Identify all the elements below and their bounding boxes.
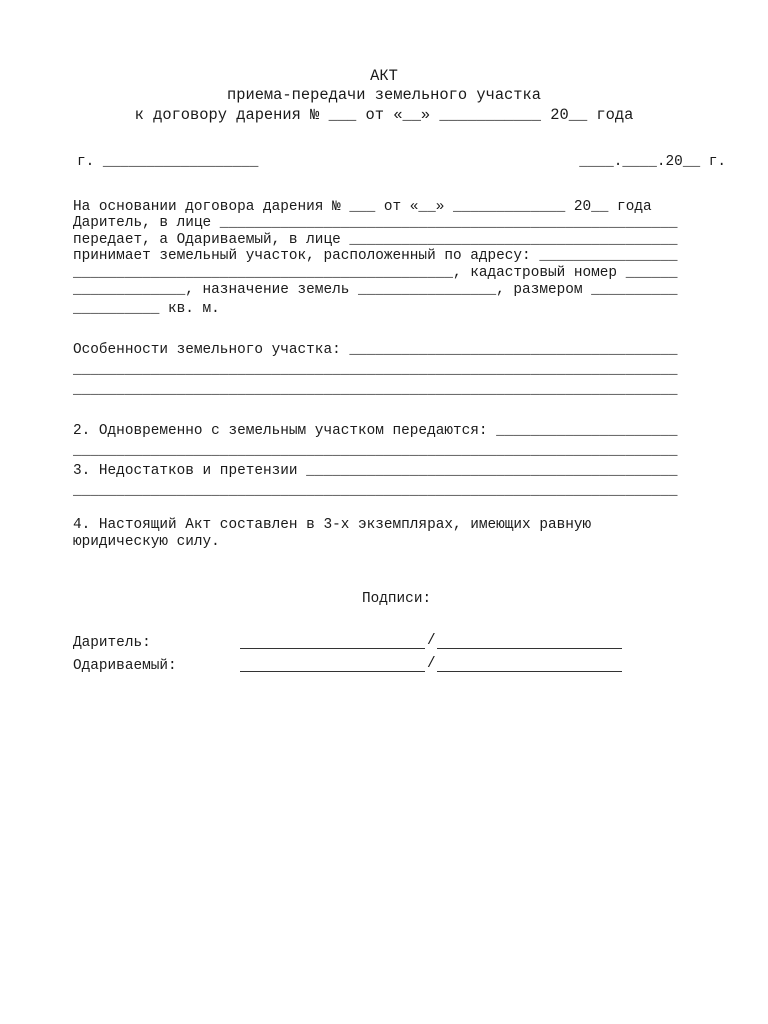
- paragraph-line: _____________, назначение земель ________________, размером __________: [73, 282, 678, 298]
- paragraph-line: __________ кв. м.: [73, 301, 220, 317]
- features-line: ______________________________________________________________________: [73, 382, 678, 398]
- item-4-line: юридическую силу.: [73, 534, 220, 550]
- features-line: Особенности земельного участка: ______________________________________: [73, 342, 678, 358]
- donor-signature-line: [240, 648, 425, 649]
- paragraph-line: ____________________________________________, кадастровый номер ______: [73, 265, 678, 281]
- paragraph-line: На основании договора дарения № ___ от «__» _____________ 20__ года: [73, 199, 652, 215]
- paragraph-line: Даритель, в лице _____________________________________________________: [73, 215, 678, 231]
- paragraph-line: принимает земельный участок, расположенный по адресу: ________________: [73, 248, 678, 264]
- item-3-line: 3. Недостатков и претензии ___________________________________________: [73, 463, 678, 479]
- recipient-signature-line: [240, 671, 425, 672]
- item-2-line: ______________________________________________________________________: [73, 443, 678, 459]
- item-2-line: 2. Одновременно с земельным участком передаются: _____________________: [73, 423, 678, 439]
- signatures-heading: Подписи:: [362, 591, 432, 607]
- paragraph-line: передает, а Одариваемый, в лице ______________________________________: [73, 232, 678, 248]
- donor-signature-separator: /: [427, 633, 436, 649]
- doc-title: АКТ: [370, 67, 398, 85]
- doc-subtitle: приема-передачи земельного участка: [226, 86, 542, 104]
- recipient-signature-separator: /: [427, 656, 436, 672]
- item-4-line: 4. Настоящий Акт составлен в 3-х экземплярах, имеющих равную: [73, 517, 592, 533]
- donor-name-line: [437, 648, 622, 649]
- recipient-label: Одариваемый:: [73, 658, 177, 674]
- city-field: г. __________________: [77, 154, 259, 170]
- item-3-line: ______________________________________________________________________: [73, 483, 678, 499]
- doc-contract-reference: к договору дарения № ___ от «__» ___________ 20__ года: [134, 106, 634, 124]
- date-field: ____.____.20__ г.: [579, 154, 726, 170]
- recipient-name-line: [437, 671, 622, 672]
- features-line: ______________________________________________________________________: [73, 362, 678, 378]
- donor-label: Даритель:: [73, 635, 151, 651]
